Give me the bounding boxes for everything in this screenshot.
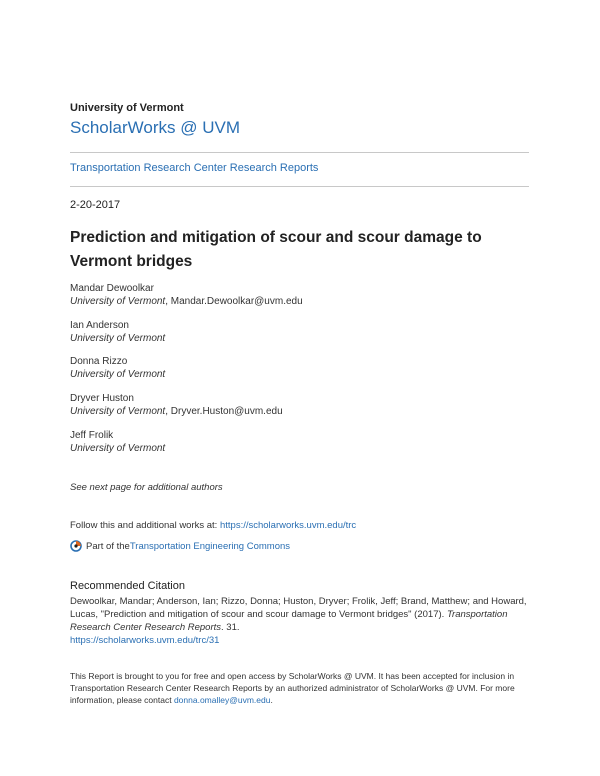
university-name: University of Vermont — [70, 102, 184, 114]
publication-date: 2-20-2017 — [70, 199, 121, 211]
author-block — [70, 392, 530, 418]
follow-link[interactable]: https://scholarworks.uvm.edu/trc — [219, 520, 357, 531]
author-affiliation: University of Vermont — [70, 333, 166, 344]
citation-body — [70, 595, 532, 647]
access-notice-text: This Report is brought to you for free and open access by ScholarWorks @ UVM. It has been accepted for inclusion in Transportation Research Center Research Reports by an authorized administrator of ScholarWorks @ UVM. For more information, please contact — [70, 671, 515, 705]
repository-link[interactable]: ScholarWorks @ UVM — [70, 118, 240, 137]
author-name: Mandar Dewoolkar — [70, 283, 154, 294]
author-affiliation: University of Vermont — [70, 369, 166, 380]
citation-heading: Recommended Citation — [70, 580, 185, 592]
author-name: Ian Anderson — [70, 320, 129, 331]
author-block — [70, 355, 530, 381]
citation-journal: Transportation Research Center Research Reports — [70, 609, 508, 633]
document-title: Prediction and mitigation of scour and scour damage to Vermont bridges — [70, 229, 482, 270]
series-link[interactable]: Transportation Research Center Research Reports — [70, 162, 319, 174]
author-affiliation: University of Vermont — [70, 406, 166, 417]
commons-network-icon — [70, 540, 82, 552]
divider-bottom — [70, 186, 529, 187]
contact-email-link[interactable]: donna.omalley@uvm.edu — [173, 695, 271, 705]
author-name: Dryver Huston — [70, 393, 134, 404]
author-email: , Mandar.Dewoolkar@uvm.edu — [165, 296, 303, 307]
see-next-page-note: See next page for additional authors — [70, 482, 223, 493]
author-name: Jeff Frolik — [70, 430, 114, 441]
author-block — [70, 282, 530, 308]
author-email: , Dryver.Huston@uvm.edu — [165, 406, 283, 417]
author-name: Donna Rizzo — [70, 356, 128, 367]
author-block — [70, 429, 530, 455]
citation-number: . 31. — [221, 622, 240, 633]
follow-text: Follow this and additional works at: — [70, 520, 220, 531]
access-notice — [70, 670, 532, 706]
author-affiliation: University of Vermont — [70, 443, 166, 454]
follow-line — [70, 520, 356, 531]
divider-top — [70, 152, 529, 153]
commons-link[interactable]: Transportation Engineering Commons — [129, 540, 291, 552]
author-affiliation: University of Vermont — [70, 296, 166, 307]
citation-text: Dewoolkar, Mandar; Anderson, Ian; Rizzo, Donna; Huston, Dryver; Frolik, Jeff; Brand, Matthew; and Howard, Lucas, "Prediction and mitigation of scour and scour damage to Vermont bridges" (2017). — [70, 596, 527, 620]
part-of-line — [70, 540, 290, 552]
author-block — [70, 319, 530, 345]
access-notice-end: . — [270, 695, 273, 705]
part-of-prefix: Part of the — [86, 540, 130, 552]
citation-url-link[interactable]: https://scholarworks.uvm.edu/trc/31 — [70, 635, 220, 646]
